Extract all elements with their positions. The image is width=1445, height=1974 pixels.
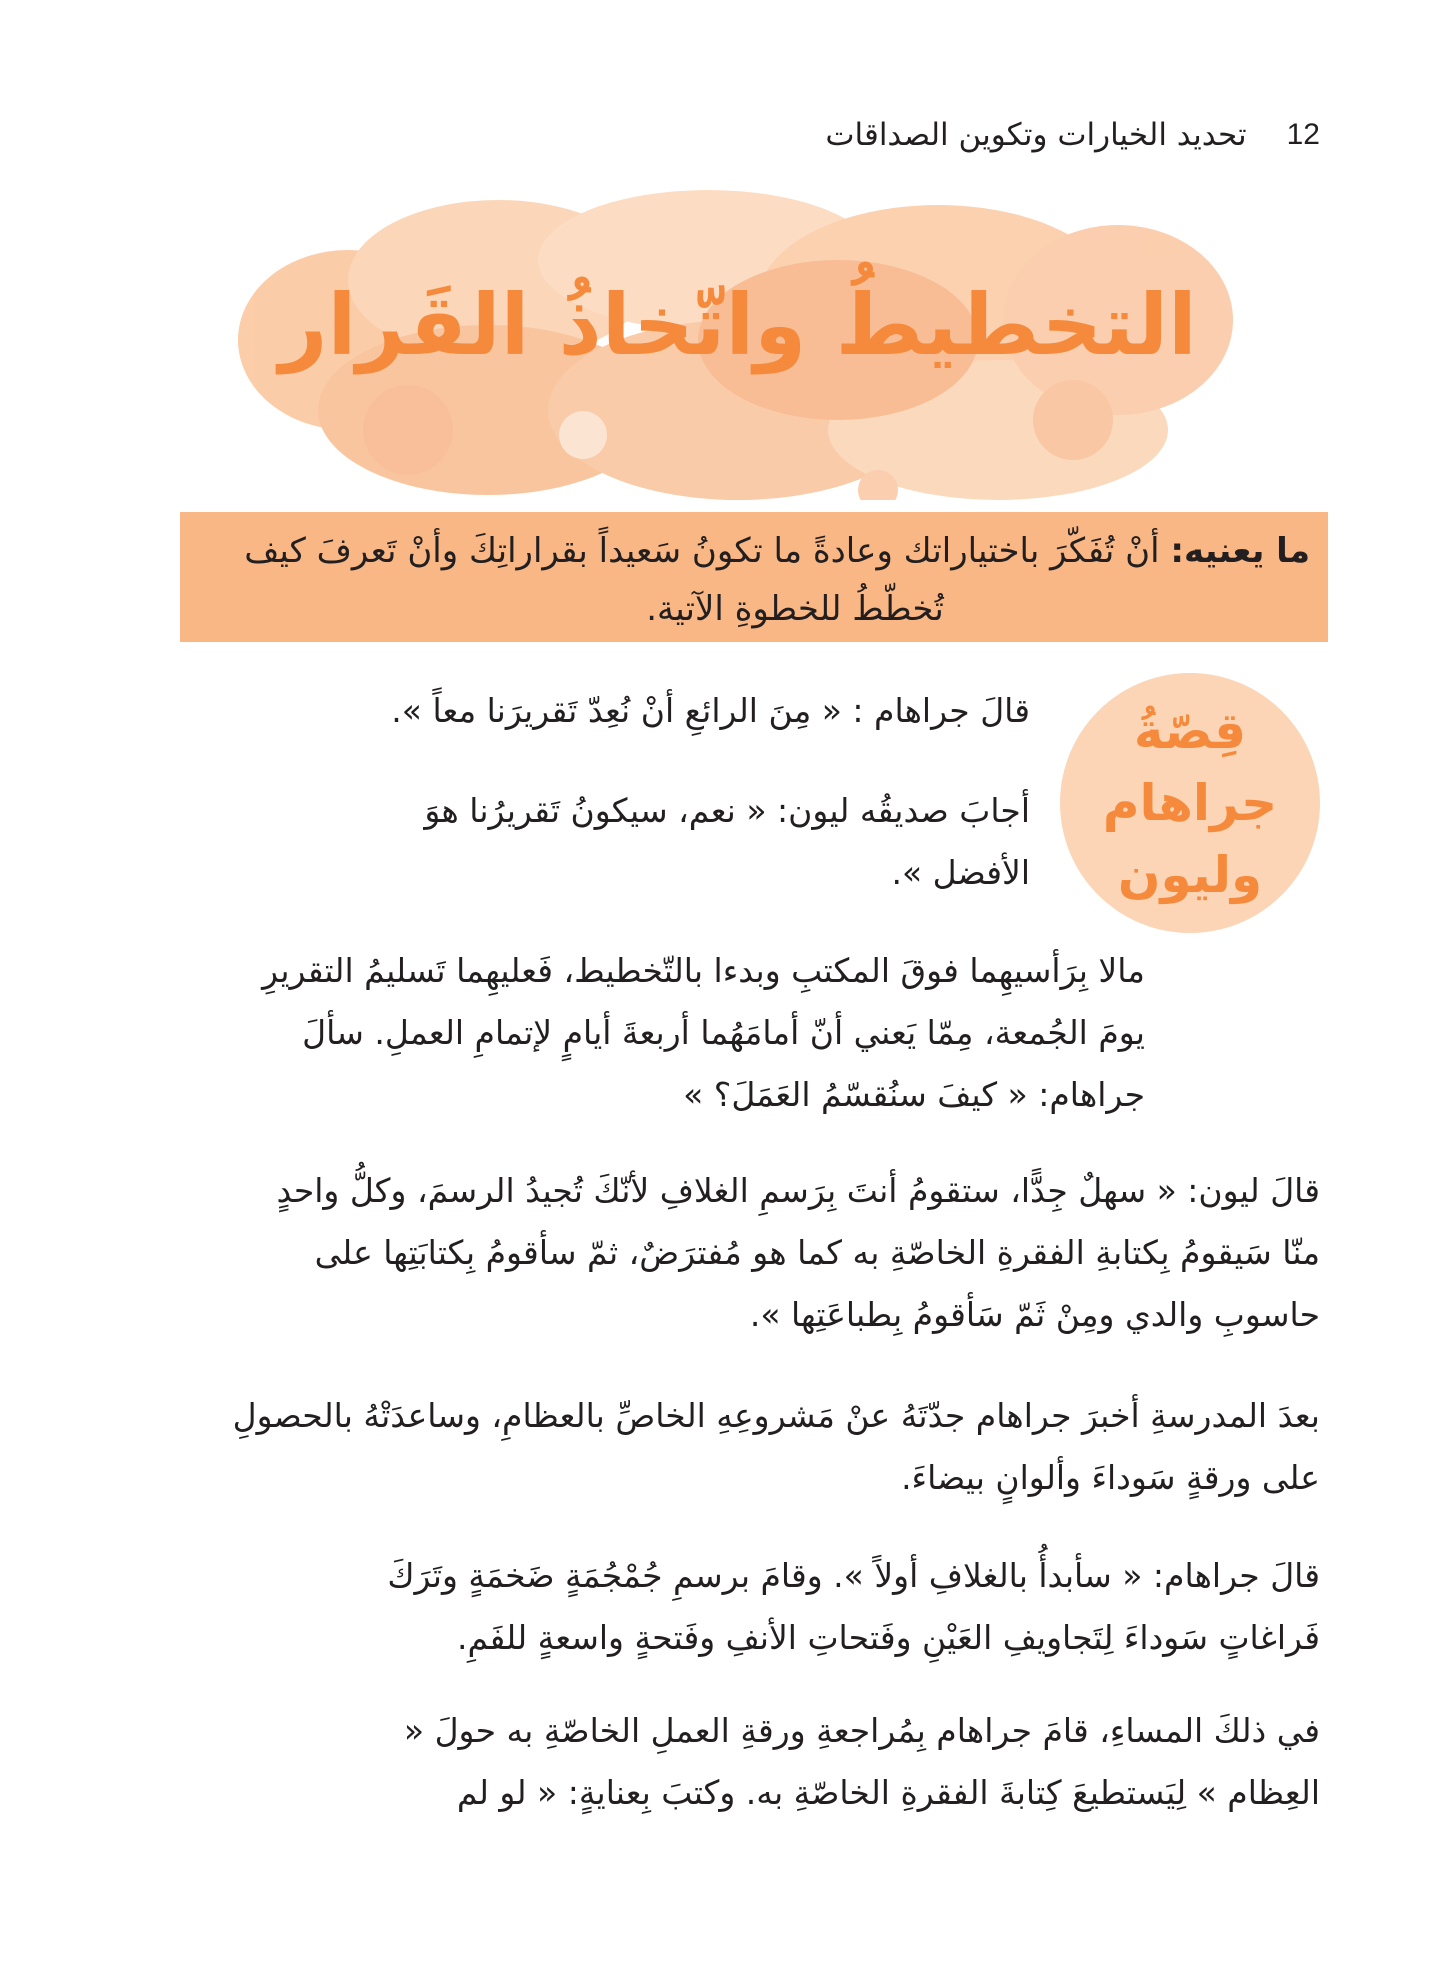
definition-line1: أنْ تُفَكّرَ باختياراتك وعادةً ما تكونُ سَعيداً بقراراتِكَ وأنْ تَعرفَ كيف [244, 531, 1171, 571]
page-number: 12 [1286, 118, 1320, 151]
definition-label: ما يعنيه: [1170, 531, 1310, 571]
section-title: التخطيطُ واتّخاذُ القَرار [279, 276, 1197, 374]
badge-line-3: وليون [1117, 846, 1263, 904]
paragraph-5: بعدَ المدرسةِ أخبرَ جراهام جدّتَهُ عنْ مَشروعِهِ الخاصِّ بالعظامِ، وساعدَتْهُ بالحصولِ على ورقةٍ سَوداءَ وألوانٍ بيضاءَ. [232, 1396, 1320, 1497]
page-header [700, 105, 1320, 165]
paragraph-1: قالَ جراهام : « مِنَ الرائعِ أنْ نُعِدّ تَقريرَنا معاً ». [391, 691, 1030, 730]
badge-line-1: قِصّةُ [1133, 702, 1247, 760]
definition-text [220, 522, 1310, 638]
badge-line-2: جراهام [1102, 774, 1278, 832]
definition-line2: تُخطّطُ للخطوةِ الآتية. [646, 589, 944, 629]
paragraph-2: أجابَ صديقُه ليون: « نعم، سيكونُ تَقريرُنا هوَ الأفضل ». [424, 791, 1030, 892]
paragraph-7: في ذلكَ المساءِ، قامَ جراهام بِمُراجعةِ ورقةِ العملِ الخاصّةِ به حولَ « العِظام » لِيَستطيعَ كِتابةَ الفقرةِ الخاصّةِ به. وكتبَ بِعنايةٍ: « لو لم [403, 1711, 1320, 1812]
running-title: تحديد الخيارات وتكوين الصداقات [825, 117, 1247, 153]
paragraph-6: قالَ جراهام: « سأبدأُ بالغلافِ أولاً ». وقامَ برسمِ جُمْجُمَةٍ ضَخمَةٍ وتَرَكَ فَراغاتٍ سَوداءَ لِتَجاويفِ العَيْنِ وفَتحاتِ الأنفِ وفَتحةٍ واسعةٍ للفَمِ. [387, 1556, 1320, 1657]
paragraph-4: قالَ ليون: « سهلٌ جِدًّا، ستقومُ أنتَ بِرَسمِ الغلافِ لأنّكَ تُجيدُ الرسمَ، وكلُّ واحدٍ منّا سَيقومُ بِكتابةِ الفقرةِ الخاصّةِ به كما هو مُفترَضٌ، ثمّ سأقومُ بِكتابَتِها على حاسوبِ والدي ومِنْ ثَمّ سَأقومُ بِطباعَتِها ». [276, 1171, 1320, 1334]
story-badge-text [1060, 695, 1320, 911]
paragraph-3: مالا بِرَأسيهِما فوقَ المكتبِ وبدءا بالتّخطيط، فَعليهِما تَسليمُ التقريرِ يومَ الجُمعة، مِمّا يَعني أنّ أمامَهُما أربعةَ أيامٍ لإتمامِ العملِ. سألَ جراهام: « كيفَ سنُقسّمُ العَمَلَ؟ » [262, 951, 1145, 1114]
